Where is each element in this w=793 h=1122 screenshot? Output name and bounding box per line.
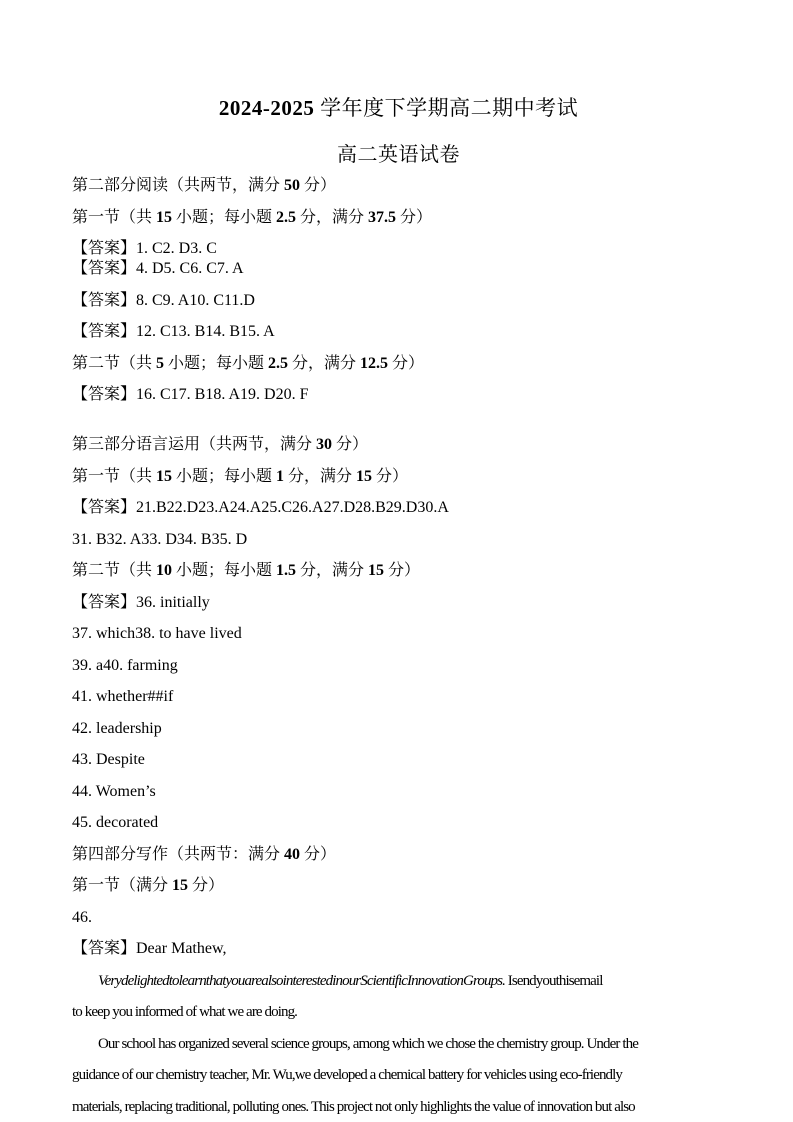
part4-section1-header [72, 876, 725, 896]
text-run: 2.5 [276, 208, 297, 226]
text-run: VerydelightedtolearnthatyouarealsointerestedinourScientificInnovationGroups. [98, 972, 505, 989]
text-run: 15 [356, 467, 373, 485]
text-run: 第二节（共 [72, 354, 157, 372]
text-run: 第一节（共 [72, 467, 157, 485]
answers-31-35 [72, 530, 725, 550]
text-run: 39. a40. farming [72, 656, 178, 674]
text-run: 小题；每小题 [172, 562, 277, 579]
text-run: 【答案】1. C2. D3. C [72, 240, 217, 257]
part2-section2-header [72, 354, 725, 374]
text-run: materials, replacing traditional, polluting ones. This project not only highlights the value of innovation but also [72, 1098, 635, 1115]
text-run: 分，满分 [288, 354, 361, 372]
document-subtitle: 高二英语试卷 [337, 144, 460, 166]
text-run: 15 [156, 208, 173, 226]
text-run: 分） [396, 208, 433, 226]
letter-body-line-5 [72, 1097, 725, 1117]
text-run: 学年度下学期高二期中考试 [320, 96, 579, 120]
text-run: 45. decorated [72, 814, 159, 831]
answers-4-7 [72, 259, 725, 279]
text-run: 【答案】36. initially [72, 593, 210, 611]
text-run: 1 [276, 467, 285, 485]
text-run: 【答案】12. C13. B14. B15. A [72, 323, 275, 340]
text-run: 第二部分阅读（共两节，满分 [72, 177, 285, 194]
text-run: 第二节（共 [72, 562, 157, 579]
answer-42 [72, 719, 725, 739]
text-run: 2024-2025 [218, 96, 321, 120]
document-body [72, 176, 725, 1117]
text-run: 分） [300, 177, 337, 194]
text-run: 50 [284, 177, 301, 194]
text-run: 第一节（满分 [72, 877, 173, 894]
text-run: 分） [372, 467, 409, 485]
question-46-number [72, 908, 725, 928]
part3-section1-header [72, 467, 725, 487]
letter-salutation [72, 939, 725, 959]
text-run: 分，满分 [296, 208, 369, 226]
part2-section1-header [72, 208, 725, 228]
text-run: to keep you informed of what we are doing. [72, 1004, 298, 1020]
answer-41 [72, 687, 725, 707]
text-run: 15 [156, 467, 173, 485]
answers-1-3 [72, 239, 725, 259]
text-run: 31. B32. A33. D34. B35. D [72, 530, 248, 548]
text-run: Isendyouthisemail [504, 972, 603, 989]
letter-body-line-1 [72, 971, 725, 991]
text-run: 15 [368, 562, 385, 579]
text-run: 43. Despite [72, 751, 145, 768]
letter-body-line-4 [72, 1065, 725, 1085]
answers-21-30 [72, 498, 725, 518]
text-run: 分，满分 [296, 562, 369, 579]
letter-body-line-2 [72, 1002, 725, 1022]
text-run: 【答案】Dear Mathew, [72, 940, 227, 957]
text-run: 30 [316, 436, 333, 453]
answer-45 [72, 813, 725, 833]
answers-12-15 [72, 322, 725, 342]
answers-8-11 [72, 291, 725, 311]
text-run: 1.5 [276, 562, 297, 579]
part2-reading-header [72, 176, 725, 196]
answer-36 [72, 593, 725, 613]
text-run: 第四部分写作（共两节：满分 [72, 845, 285, 863]
text-run: guidance of our chemistry teacher, Mr. Wu,we developed a chemical battery for vehicles using eco-friendly [72, 1067, 623, 1083]
answer-43 [72, 750, 725, 770]
text-run: 第一节（共 [72, 208, 157, 226]
text-run: 10 [156, 562, 173, 579]
text-run: 41. whether##if [72, 688, 174, 705]
text-run: 分） [388, 354, 425, 372]
text-run: 【答案】16. C17. B18. A19. D20. F [72, 386, 309, 403]
document-title [72, 96, 725, 120]
text-run: 37. which38. to have lived [72, 625, 242, 642]
text-run: 44. Women’s [72, 782, 156, 800]
part3-language-use-header [72, 435, 725, 455]
text-run: 分） [332, 436, 369, 453]
text-run: 分，满分 [284, 467, 357, 485]
text-run: 分） [384, 562, 421, 579]
text-run: 42. leadership [72, 719, 162, 737]
answer-44 [72, 782, 725, 802]
text-run: Our school has organized several science groups, among which we chose the chemistry group. Under the [98, 1035, 638, 1052]
text-run: 分） [188, 877, 225, 894]
part4-writing-header [72, 845, 725, 865]
text-run: 15 [172, 877, 189, 894]
text-run: 第三部分语言运用（共两节，满分 [72, 436, 317, 453]
text-run: 2.5 [268, 354, 289, 372]
text-run: 37.5 [368, 208, 397, 226]
text-run: 【答案】8. C9. A10. C11.D [72, 291, 255, 309]
text-run: 5 [156, 354, 165, 372]
text-run: 分） [300, 845, 337, 863]
text-run: 【答案】4. D5. C6. C7. A [72, 260, 244, 277]
text-run: 【答案】21.B22.D23.A24.A25.C26.A27.D28.B29.D30.A [72, 499, 449, 516]
text-run: 12.5 [360, 354, 389, 372]
text-run: 40 [284, 845, 301, 863]
part3-section2-header [72, 561, 725, 581]
text-run: 小题；每小题 [164, 354, 269, 372]
text-run: 小题；每小题 [172, 208, 277, 226]
text-run: 小题；每小题 [172, 467, 277, 485]
letter-body-line-3 [72, 1034, 725, 1054]
answers-16-20 [72, 385, 725, 405]
answers-37-38 [72, 624, 725, 644]
answers-39-40 [72, 656, 725, 676]
text-run: 46. [72, 908, 92, 926]
